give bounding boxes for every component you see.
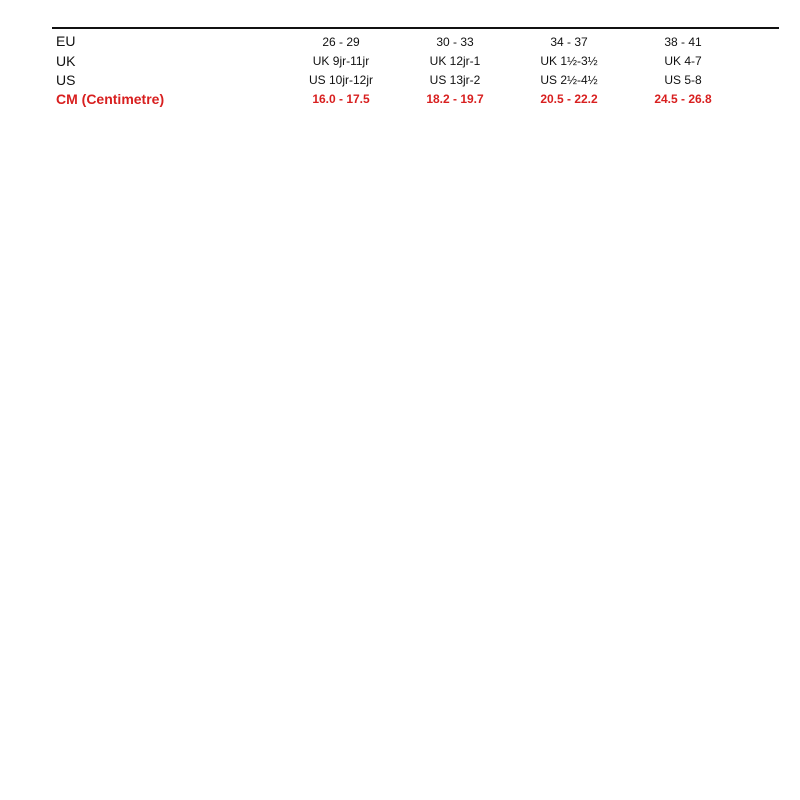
table-row-cm: [56, 90, 740, 109]
uk-size-cell: UK 4-7: [664, 54, 702, 68]
row-label-cm: CM (Centimetre): [56, 91, 165, 107]
uk-size-cell: UK 9jr-11jr: [312, 54, 370, 68]
row-label-us: US: [56, 72, 76, 88]
eu-size-cell: 26 - 29: [322, 35, 360, 49]
us-size-cell: US 13jr-2: [429, 73, 481, 87]
eu-size-cell: 34 - 37: [550, 35, 588, 49]
us-size-cell: US 10jr-12jr: [308, 73, 374, 87]
table-row-us: [56, 71, 740, 90]
uk-size-cell: UK 1½-3½: [540, 54, 598, 68]
row-label-eu: EU: [56, 33, 76, 49]
cm-size-cell: 16.0 - 17.5: [312, 92, 370, 106]
uk-size-cell: UK 12jr-1: [429, 54, 481, 68]
cm-size-cell: 20.5 - 22.2: [540, 92, 598, 106]
table-row-eu: [56, 31, 740, 52]
us-size-cell: US 2½-4½: [540, 73, 598, 87]
cm-size-cell: 18.2 - 19.7: [426, 92, 484, 106]
size-chart-table: [56, 31, 740, 109]
eu-size-cell: 30 - 33: [436, 35, 474, 49]
us-size-cell: US 5-8: [664, 73, 702, 87]
cm-size-cell: 24.5 - 26.8: [654, 92, 712, 106]
eu-size-cell: 38 - 41: [664, 35, 702, 49]
row-label-uk: UK: [56, 53, 76, 69]
table-row-uk: [56, 52, 740, 71]
table-top-rule: [52, 27, 779, 29]
